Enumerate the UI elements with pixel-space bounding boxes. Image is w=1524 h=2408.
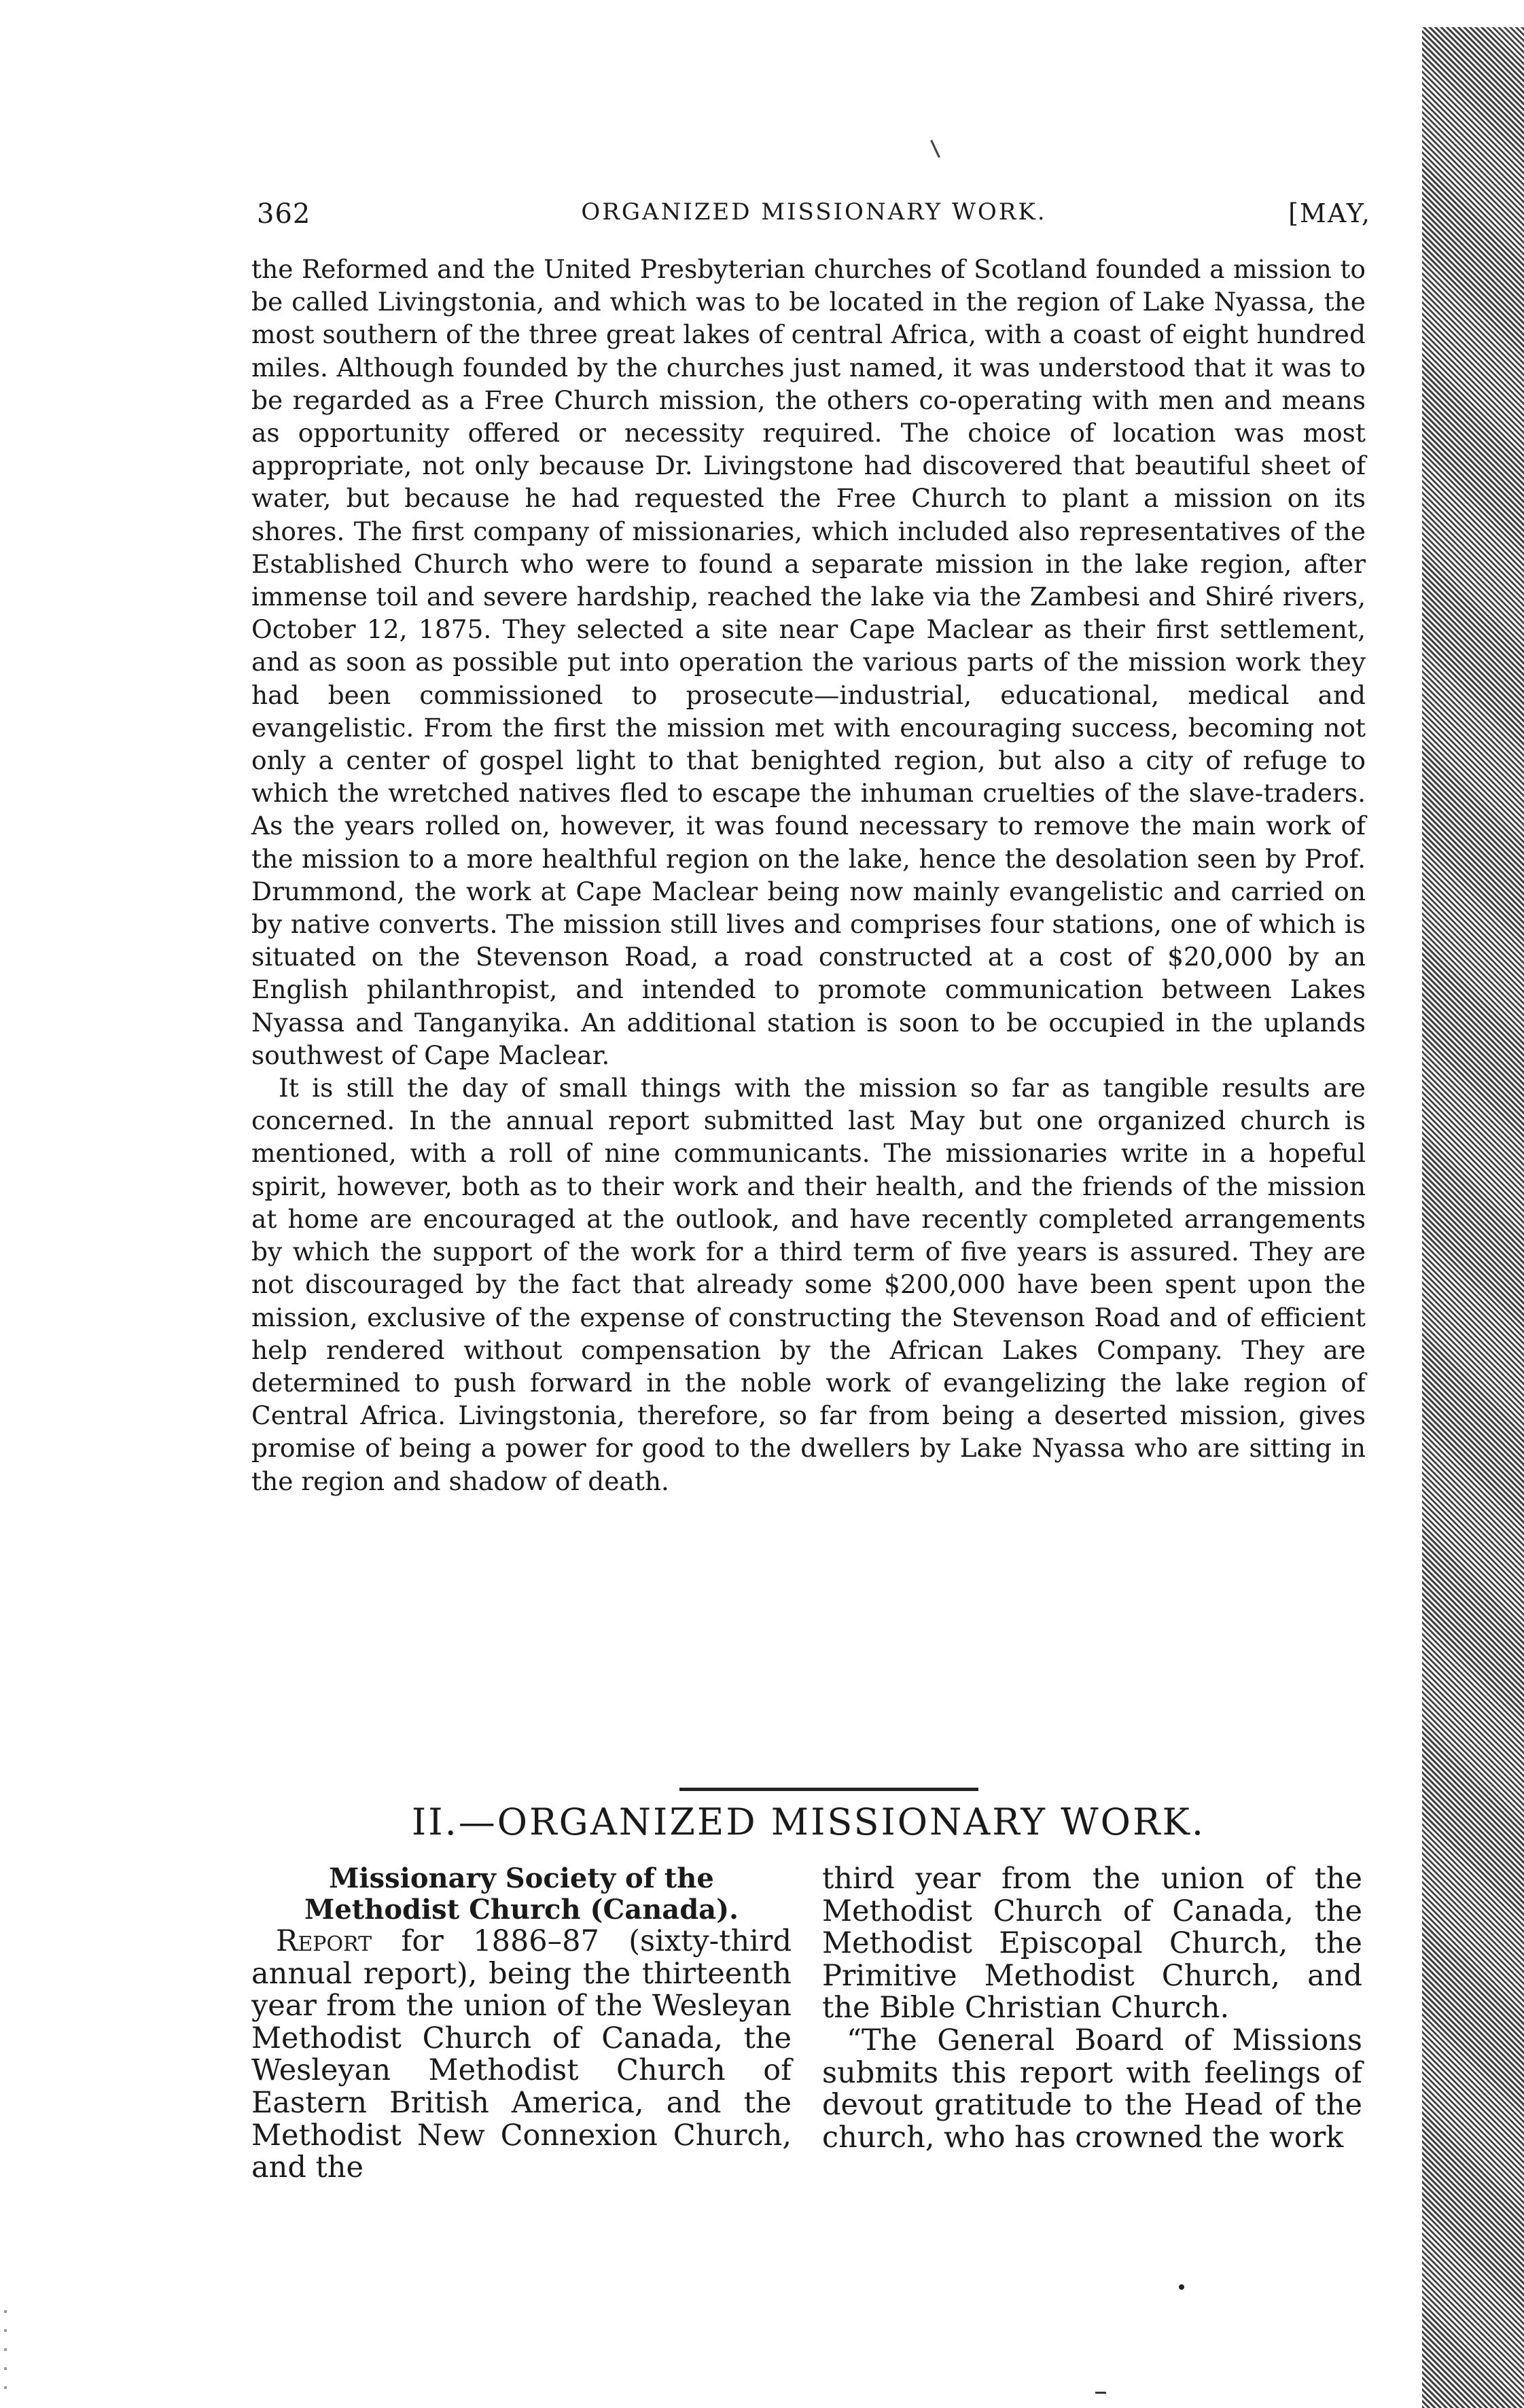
body-paragraph-1: the Reformed and the United Presbyterian churches of Scotland founded a mission to be called Livingstonia, and which was to be located in the region of Lake Nyassa, the most southern of the three great lakes of central Africa, with a coast of eight hundred miles. Although founded by the churches just named, it was understood that it was to be regarded as a Free Church mission, the others co-operating with men and means as opportunity offered or necessity required. The choice of location was most appropriate, not only because Dr. Livingstone had discovered that beautiful sheet of water, but because he had requested the Free Church to plant a mission on its shores. The first company of missionaries, which included also representatives of the Established Church who were to found a separate mission in the lake region, after immense toil and severe hardship, reached the lake via the Zambesi and Shiré rivers, October 12, 1875. They selected a site near Cape Maclear as their first settlement, and as soon as possible put into operation the various parts of the mission work they had been commissioned to prosecute—industrial, educational, medical and evangelistic. From the first the mission met with encouraging success, becoming not only a center of gospel light to that benighted region, but also a city of refuge to which the wretched natives fled to escape the inhuman cruelties of the slave-traders. As the years rolled on, however, it was found necessary to remove the main work of the mission to a more healthful region on the lake, hence the desolation seen by Prof. Drummond, the work at Cape Maclear being now mainly evangelistic and carried on by native converts. The mission still lives and comprises four stations, one of which is situated on the Stevenson Road, a road constructed at a cost of $20,000 by an English philanthropist, and intended to promote communication between Lakes Nyassa and Tanganyika. An additional station is soon to be occupied in the uplands southwest of Cape Maclear. [251, 254, 1366, 1070]
left-column-paragraph [251, 1926, 792, 2184]
left-column [251, 1863, 792, 2184]
section-divider [679, 1788, 978, 1791]
page-header [257, 192, 1371, 232]
main-text-block [251, 253, 1366, 1498]
scan-edge-strip [1422, 27, 1524, 2408]
stray-ink-mark [930, 140, 940, 158]
right-column [822, 1863, 1362, 2154]
running-title: ORGANIZED MISSIONARY WORK. [581, 198, 1047, 226]
header-month: [MAY, [1288, 198, 1371, 228]
report-lead-word: Report [276, 1924, 372, 1958]
right-column-paragraph-2: “The General Board of Missions submits this report with feelings of devout gratitude to the Head of the church, who has crowned the work [822, 2023, 1362, 2155]
left-column-text: for 1886–87 (sixty-third annual report), being the thirteenth year from the union of the Wesleyan Methodist Church of Canada, the Wesleyan Methodist Church of Eastern British America, and the Methodist New Connexion Church, and the [251, 1924, 792, 2185]
section-heading: II.—ORGANIZED MISSIONARY WORK. [411, 1801, 1206, 1843]
ink-dash [1095, 2392, 1106, 2394]
column-subheading: Missionary Society of the Methodist Church (Canada). [304, 1862, 739, 1926]
scan-specks [4, 2310, 7, 2405]
right-column-paragraph-1: third year from the union of the Methodist Church of Canada, the Methodist Episcopal Church, the Primitive Methodist Church, and the Bible Christian Church. [822, 1862, 1362, 2025]
page-number: 362 [257, 198, 311, 230]
ink-dot [1179, 2284, 1184, 2290]
body-paragraph-2: It is still the day of small things with the mission so far as tangible results are concerned. In the annual report submitted last May but one organized church is mentioned, with a roll of nine communicants. The missionaries write in a hopeful spirit, however, both as to their work and their health, and the friends of the mission at home are encouraged at the outlook, and have recently completed arrangements by which the support of the work for a third term of five years is assured. They are not discouraged by the fact that already some $200,000 have been spent upon the mission, exclusive of the expense of constructing the Stevenson Road and of efficient help rendered without compensation by the African Lakes Company. They are determined to push forward in the noble work of evangelizing the lake region of Central Africa. Livingstonia, therefore, so far from being a deserted mission, gives promise of being a power for good to the dwellers by Lake Nyassa who are sitting in the region and shadow of death. [251, 1073, 1366, 1496]
